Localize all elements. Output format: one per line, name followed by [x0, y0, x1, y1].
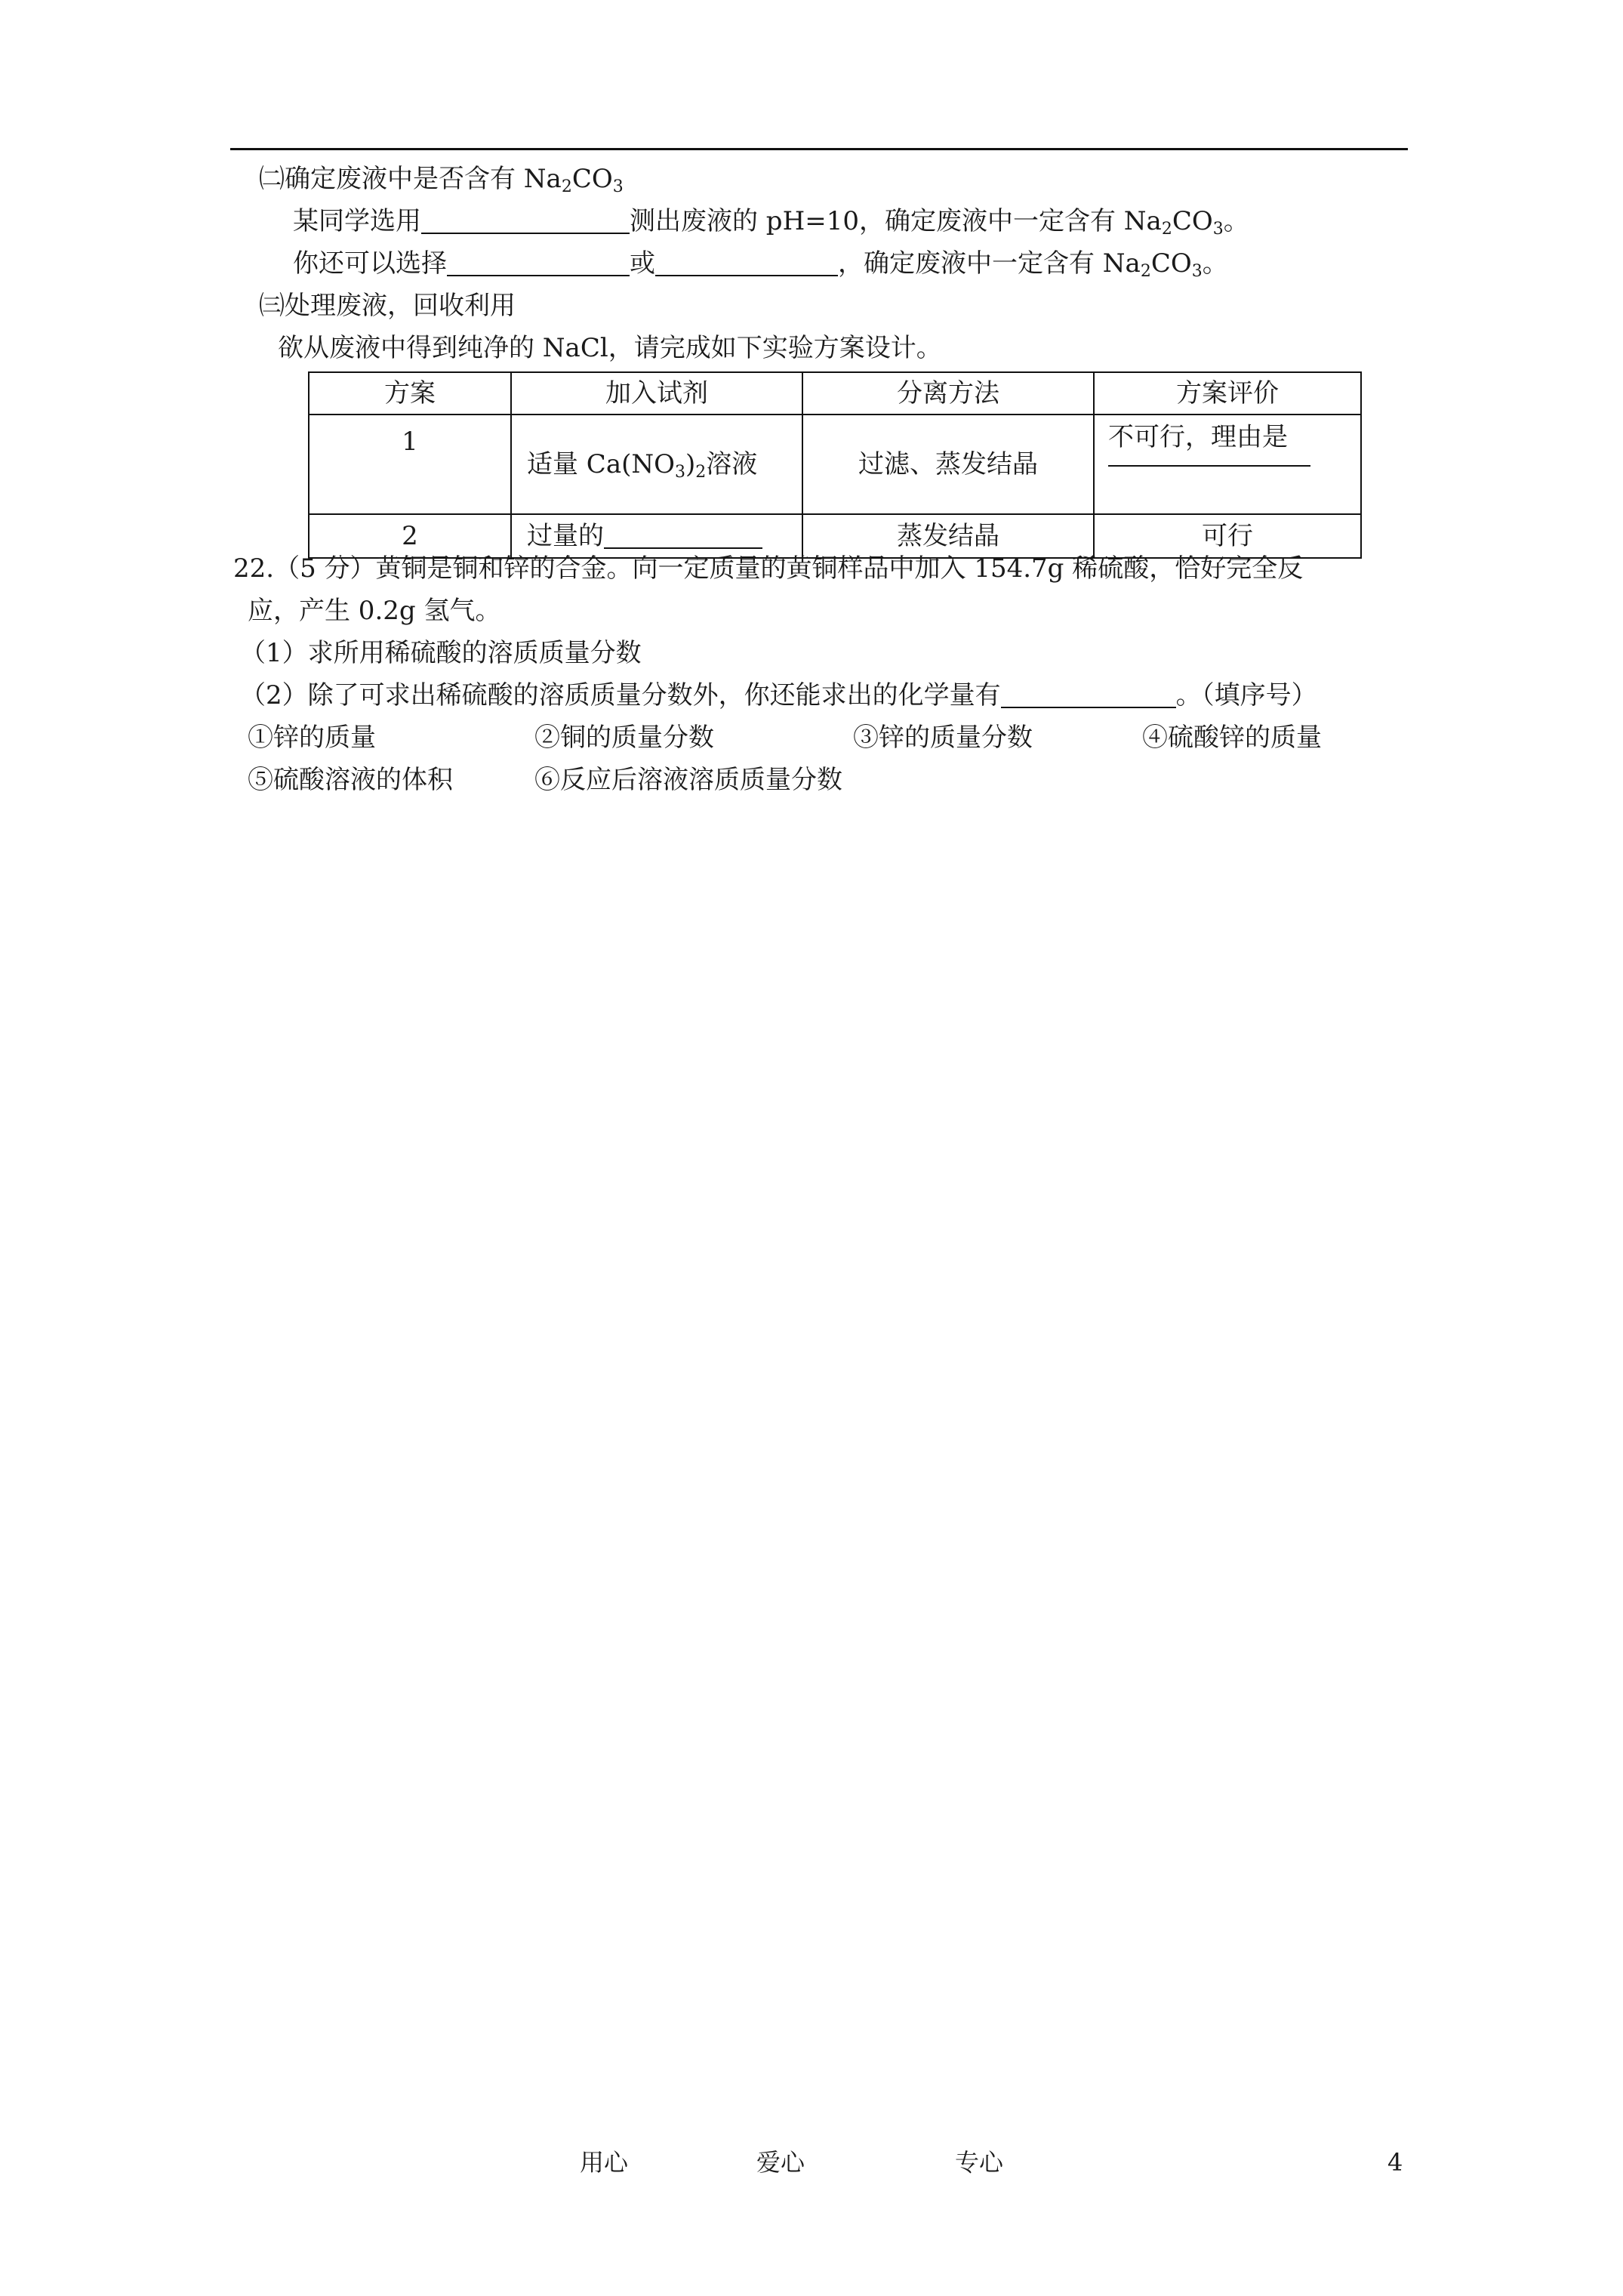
section3-intro: 欲从废液中得到纯净的 NaCl，请完成如下实验方案设计。 [278, 333, 942, 363]
option-2: ②铜的质量分数 [534, 723, 714, 753]
footer-right: 专心 [955, 2148, 1004, 2177]
page-number: 4 [1387, 2148, 1403, 2177]
option-1: ①锌的质量 [248, 723, 376, 753]
evaluation-cell: 不可行，理由是 [1094, 415, 1361, 514]
option-5: ⑤硫酸溶液的体积 [248, 765, 453, 795]
q22-part2: （2）除了可求出稀硫酸的溶质质量分数外，你还能求出的化学量有 。（填序号） [240, 680, 1317, 710]
table-row [309, 415, 1361, 514]
section2-line1: 某同学选用 测出废液的 pH=10，确定废液中一定含有 $Na_2CO_3$。 [293, 206, 1249, 239]
table-header-cell: 方案 [309, 372, 511, 415]
table-header-cell: 加入试剂 [511, 372, 802, 415]
footer-left: 用心 [580, 2148, 629, 2177]
experiment-plan-table [308, 371, 1362, 559]
reason-blank[interactable] [1108, 464, 1310, 467]
q22-part1: （1）求所用稀硫酸的溶质质量分数 [240, 638, 642, 668]
reagent-cell: 过量的 [511, 514, 802, 558]
footer-middle: 爱心 [756, 2148, 805, 2177]
option-4: ④硫酸锌的质量 [1142, 723, 1322, 753]
method-cell: 蒸发结晶 [802, 514, 1094, 558]
reagent-blank[interactable] [604, 525, 762, 549]
plan-number: 2 [309, 514, 511, 558]
section2-line2: 你还可以选择 或 ，确定废液中一定含有 $Na_2CO_3$。 [293, 248, 1228, 281]
header-rule [230, 148, 1408, 150]
reagent-cell: 适量 $Ca(NO_3)_2$溶液 [511, 415, 802, 514]
option-3: ③锌的质量分数 [853, 723, 1033, 753]
section2-heading: ㈡确定废液中是否含有 $Na_2CO_3$ [259, 164, 624, 196]
table-header-row [309, 372, 1361, 415]
evaluation-cell: 可行 [1094, 514, 1361, 558]
table-row [309, 514, 1361, 558]
table-header-cell: 分离方法 [802, 372, 1094, 415]
option-6: ⑥反应后溶液溶质质量分数 [534, 765, 842, 795]
q22-stem-line2: 应，产生 0.2g 氢气。 [248, 596, 501, 626]
table-header-cell: 方案评价 [1094, 372, 1361, 415]
method-cell: 过滤、蒸发结晶 [802, 415, 1094, 514]
answer-blank-4[interactable] [1001, 684, 1176, 708]
q22-stem-line1: 22.（5 分）黄铜是铜和锌的合金。向一定质量的黄铜样品中加入 154.7g 稀硫酸，恰好完全反 [233, 553, 1304, 584]
answer-blank-2[interactable] [447, 252, 630, 276]
plan-number: 1 [309, 415, 511, 514]
answer-blank-1[interactable] [421, 210, 630, 234]
section3-heading: ㈢处理废液，回收利用 [259, 291, 516, 321]
answer-blank-3[interactable] [655, 252, 838, 276]
